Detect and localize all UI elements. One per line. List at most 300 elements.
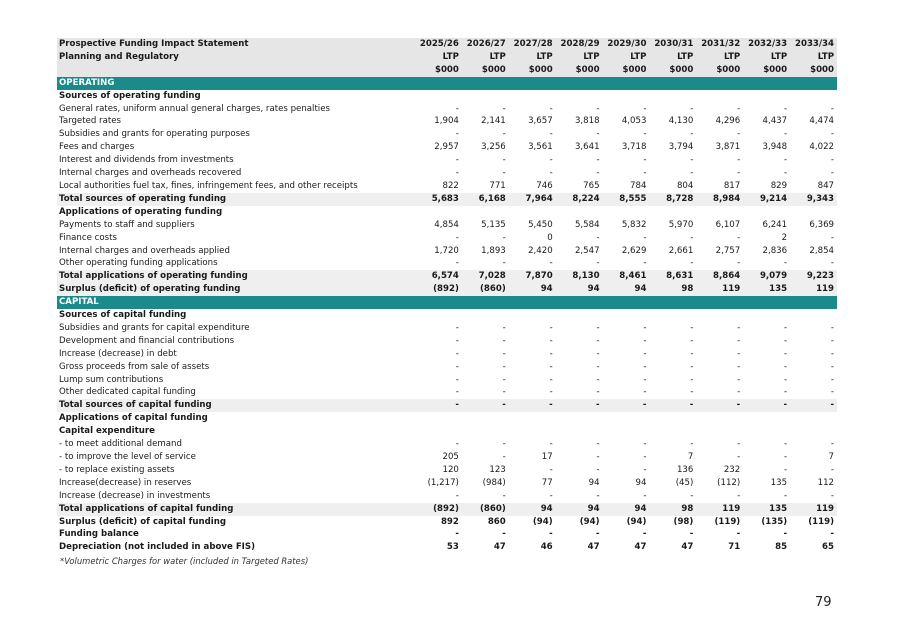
value-cell: - — [502, 348, 506, 359]
value-cell: - — [643, 387, 647, 398]
value-cell: - — [643, 490, 647, 501]
value-cell: 2,420 — [528, 245, 553, 256]
table-row — [57, 464, 837, 477]
subheading-row — [57, 425, 837, 438]
value-cell: - — [549, 129, 553, 140]
value-cell: - — [784, 322, 788, 333]
value-cell: - — [549, 155, 553, 166]
value-cell: 1,893 — [481, 245, 506, 256]
value-cell: - — [502, 155, 506, 166]
value-cell: 765 — [583, 180, 600, 191]
value-cell — [415, 296, 462, 309]
value-cell: 7 — [828, 452, 835, 462]
value-cell: - — [737, 490, 741, 501]
value-cell: - — [737, 452, 741, 462]
year-header: 2032/33 — [743, 38, 790, 51]
value-cell: 771 — [489, 180, 506, 191]
unit-header: $000 — [743, 64, 790, 77]
subheading-row — [57, 309, 837, 322]
header-row-years — [57, 38, 837, 51]
year-header: 2026/27 — [462, 38, 509, 51]
plan-header: LTP — [509, 51, 556, 64]
row-label: Funding balance — [59, 529, 139, 540]
value-cell: - — [830, 322, 835, 333]
value-cell: - — [690, 490, 694, 501]
value-cell: 7,028 — [462, 270, 509, 283]
value-cell: 85 — [775, 542, 788, 553]
value-cell: 135 — [743, 503, 790, 516]
row-label: Fees and charges — [59, 142, 135, 153]
value-cell: (94) — [532, 516, 553, 527]
value-cell: 8,984 — [696, 193, 743, 206]
value-cell: - — [596, 387, 600, 398]
value-cell — [509, 425, 556, 438]
value-cell: - — [690, 361, 694, 372]
value-cell: 6,107 — [715, 219, 741, 230]
value-cell: - — [784, 103, 788, 114]
value-cell: - — [784, 155, 788, 166]
value-cell: 123 — [489, 464, 506, 475]
table-row — [57, 180, 837, 193]
value-cell: 9,079 — [743, 270, 790, 283]
table-row — [57, 348, 837, 361]
value-cell: - — [549, 335, 553, 346]
value-cell: - — [549, 374, 553, 385]
year-header: 2029/30 — [603, 38, 650, 51]
value-cell: 0 — [547, 232, 553, 243]
value-cell: - — [736, 529, 741, 540]
value-cell: - — [455, 103, 459, 114]
value-cell: - — [502, 374, 506, 385]
value-cell: 3,871 — [715, 142, 741, 153]
value-cell: 120 — [442, 464, 459, 475]
value-cell: 9,343 — [790, 193, 837, 206]
value-cell: - — [784, 129, 788, 140]
value-cell: - — [784, 439, 788, 450]
value-cell — [415, 425, 462, 438]
value-cell — [509, 206, 556, 219]
value-cell: - — [502, 361, 506, 372]
value-cell: - — [830, 348, 835, 359]
value-cell: - — [502, 129, 506, 140]
value-cell: - — [596, 361, 600, 372]
value-cell: 2,836 — [762, 245, 788, 256]
value-cell: 65 — [822, 542, 835, 553]
value-cell — [603, 90, 650, 103]
value-cell — [556, 77, 603, 90]
value-cell: 94 — [556, 283, 603, 296]
value-cell: 6,241 — [762, 219, 788, 230]
value-cell: 47 — [493, 542, 506, 553]
subheading-row — [57, 412, 837, 425]
subheading-row — [57, 516, 837, 529]
value-cell: - — [690, 129, 694, 140]
value-cell: (892) — [415, 503, 462, 516]
value-cell — [462, 309, 509, 322]
value-cell: - — [502, 103, 506, 114]
table-row — [57, 438, 837, 451]
value-cell: - — [455, 168, 459, 179]
value-cell: 119 — [790, 503, 837, 516]
value-cell: - — [549, 387, 553, 398]
row-label: Other dedicated capital funding — [59, 387, 196, 398]
value-cell: - — [549, 348, 553, 359]
table-row — [57, 219, 837, 232]
value-cell: 4,854 — [434, 219, 459, 230]
value-cell: - — [790, 399, 837, 412]
plan-header: LTP — [603, 51, 650, 64]
value-cell: - — [455, 155, 459, 166]
value-cell: 98 — [649, 283, 696, 296]
value-cell: 9,214 — [743, 193, 790, 206]
value-cell — [556, 425, 603, 438]
value-cell: - — [737, 361, 741, 372]
row-label: Internal charges and overheads recovered — [59, 168, 242, 179]
value-cell: - — [643, 155, 647, 166]
value-cell: - — [830, 168, 835, 179]
value-cell: - — [455, 490, 459, 501]
value-cell: 746 — [536, 180, 553, 191]
value-cell: 2,757 — [715, 245, 741, 256]
value-cell: - — [690, 232, 694, 243]
plan-header: LTP — [743, 51, 790, 64]
value-cell: - — [690, 103, 694, 114]
value-cell — [509, 90, 556, 103]
value-cell: - — [455, 374, 459, 385]
unit-header: $000 — [603, 64, 650, 77]
value-cell: - — [509, 399, 556, 412]
value-cell — [509, 77, 556, 90]
value-cell: - — [643, 232, 647, 243]
value-cell — [790, 309, 837, 322]
subheading-row — [57, 90, 837, 103]
subheading-row — [57, 541, 837, 554]
value-cell: 8,864 — [696, 270, 743, 283]
value-cell: - — [502, 322, 506, 333]
value-cell: 7 — [687, 452, 694, 462]
value-cell: - — [737, 439, 741, 450]
value-cell: - — [455, 529, 459, 540]
value-cell: 135 — [743, 283, 790, 296]
value-cell — [743, 412, 790, 425]
year-header: 2033/34 — [790, 38, 837, 51]
value-cell: 5,832 — [621, 219, 647, 230]
value-cell — [462, 296, 509, 309]
value-cell: - — [643, 348, 647, 359]
value-cell — [790, 425, 837, 438]
value-cell: - — [549, 322, 553, 333]
value-cell: - — [830, 490, 835, 501]
value-cell — [556, 206, 603, 219]
value-cell: - — [549, 439, 553, 450]
total-row — [57, 270, 837, 283]
value-cell: - — [737, 232, 741, 243]
value-cell: - — [643, 129, 647, 140]
plan-header: LTP — [790, 51, 837, 64]
value-cell — [603, 425, 650, 438]
value-cell — [696, 296, 743, 309]
value-cell: 860 — [487, 516, 506, 527]
table-row — [57, 490, 837, 503]
value-cell — [603, 412, 650, 425]
value-cell: - — [642, 529, 647, 540]
value-cell: 94 — [588, 477, 600, 488]
value-cell: - — [690, 335, 694, 346]
value-cell: - — [830, 232, 835, 243]
value-cell: 136 — [676, 464, 694, 475]
value-cell: - — [830, 464, 835, 475]
value-cell: - — [784, 348, 788, 359]
value-cell: - — [596, 322, 600, 333]
value-cell: 6,369 — [809, 219, 835, 230]
value-cell: 119 — [696, 283, 743, 296]
value-cell: 4,130 — [668, 116, 694, 127]
row-label: Increase (decrease) in debt — [59, 348, 177, 359]
value-cell: 135 — [770, 477, 788, 488]
value-cell: (860) — [462, 503, 509, 516]
value-cell: - — [737, 387, 741, 398]
value-cell: 2,957 — [434, 142, 459, 153]
value-cell: - — [784, 452, 788, 462]
value-cell: 112 — [817, 477, 835, 488]
value-cell — [743, 206, 790, 219]
table-row — [57, 232, 837, 245]
value-cell: 77 — [541, 477, 553, 488]
value-cell: - — [737, 155, 741, 166]
row-label: Finance costs — [59, 232, 117, 243]
value-cell: 9,223 — [790, 270, 837, 283]
row-label: General rates, uniform annual general charges, rates penalties — [59, 103, 330, 114]
value-cell: - — [690, 258, 694, 269]
year-header: 2031/32 — [696, 38, 743, 51]
table-body — [57, 38, 837, 554]
value-cell: 2,547 — [574, 245, 600, 256]
header-blank-cell — [57, 64, 415, 77]
value-cell: - — [596, 452, 600, 462]
value-cell: - — [502, 452, 506, 462]
value-cell: 4,053 — [621, 116, 647, 127]
value-cell: 8,555 — [603, 193, 650, 206]
value-cell: - — [502, 490, 506, 501]
value-cell: 7,870 — [509, 270, 556, 283]
value-cell — [462, 206, 509, 219]
value-cell: 1,720 — [434, 245, 459, 256]
unit-header: $000 — [696, 64, 743, 77]
value-cell: - — [696, 399, 743, 412]
value-cell — [556, 90, 603, 103]
value-cell: - — [784, 335, 788, 346]
value-cell: 5,683 — [415, 193, 462, 206]
value-cell: (892) — [415, 283, 462, 296]
value-cell: - — [737, 322, 741, 333]
value-cell: 8,130 — [556, 270, 603, 283]
value-cell: (860) — [462, 283, 509, 296]
value-cell — [743, 296, 790, 309]
value-cell: 71 — [728, 542, 741, 553]
value-cell: - — [690, 374, 694, 385]
footnote: *Volumetric Charges for water (included in Targeted Rates) — [60, 556, 309, 566]
value-cell — [415, 90, 462, 103]
value-cell — [415, 206, 462, 219]
value-cell: - — [743, 399, 790, 412]
value-cell: (1,217) — [427, 477, 459, 488]
row-label: Internal charges and overheads applied — [59, 245, 230, 256]
value-cell — [790, 77, 837, 90]
plan-header: LTP — [649, 51, 696, 64]
value-cell: - — [596, 103, 600, 114]
row-label: CAPITAL — [57, 296, 415, 309]
value-cell: - — [415, 399, 462, 412]
value-cell: - — [784, 361, 788, 372]
value-cell: - — [830, 439, 835, 450]
value-cell: 17 — [541, 452, 553, 462]
table-row — [57, 128, 837, 141]
row-label: Surplus (deficit) of operating funding — [57, 283, 415, 296]
table-row — [57, 477, 837, 490]
value-cell: 4,474 — [809, 116, 835, 127]
row-label: Total sources of capital funding — [57, 399, 415, 412]
value-cell: - — [690, 348, 694, 359]
value-cell: 3,794 — [668, 142, 694, 153]
value-cell: - — [690, 439, 694, 450]
total-row — [57, 399, 837, 412]
row-label: Sources of operating funding — [59, 90, 201, 101]
header-row-unit — [57, 64, 837, 77]
value-cell: - — [830, 529, 835, 540]
value-cell: - — [549, 464, 553, 475]
value-cell: - — [502, 232, 506, 243]
value-cell — [696, 77, 743, 90]
value-cell: 46 — [540, 542, 553, 553]
row-label: Interest and dividends from investments — [59, 155, 234, 166]
table-row — [57, 451, 837, 464]
value-cell — [415, 309, 462, 322]
value-cell: 822 — [442, 180, 459, 191]
value-cell: - — [502, 258, 506, 269]
value-cell: - — [830, 103, 835, 114]
value-cell: - — [502, 387, 506, 398]
value-cell: 94 — [556, 503, 603, 516]
value-cell: - — [784, 387, 788, 398]
row-label: - to replace existing assets — [59, 464, 175, 475]
value-cell: - — [830, 335, 835, 346]
value-cell: - — [549, 361, 553, 372]
page-number: 79 — [815, 595, 832, 610]
value-cell — [649, 90, 696, 103]
value-cell: - — [784, 374, 788, 385]
value-cell: - — [596, 232, 600, 243]
value-cell: 94 — [635, 477, 647, 488]
row-label: Development and financial contributions — [59, 335, 235, 346]
value-cell: - — [689, 529, 694, 540]
plan-header: LTP — [696, 51, 743, 64]
value-cell: - — [737, 374, 741, 385]
value-cell: 804 — [676, 180, 694, 191]
value-cell — [790, 206, 837, 219]
value-cell: 94 — [603, 503, 650, 516]
value-cell: (45) — [675, 477, 694, 488]
value-cell — [696, 309, 743, 322]
value-cell: - — [830, 361, 835, 372]
value-cell: (135) — [761, 516, 788, 527]
value-cell — [743, 309, 790, 322]
value-cell: - — [830, 129, 835, 140]
value-cell: 6,574 — [415, 270, 462, 283]
value-cell: (119) — [808, 516, 835, 527]
value-cell — [462, 412, 509, 425]
unit-header: $000 — [649, 64, 696, 77]
value-cell: - — [455, 439, 459, 450]
statement-title: Prospective Funding Impact Statement — [57, 38, 415, 51]
value-cell — [743, 90, 790, 103]
table-row — [57, 245, 837, 258]
value-cell — [556, 296, 603, 309]
value-cell: 47 — [634, 542, 647, 553]
value-cell: 6,168 — [462, 193, 509, 206]
value-cell: - — [549, 258, 553, 269]
section-header-row — [57, 296, 837, 309]
value-cell: - — [784, 490, 788, 501]
value-cell: - — [455, 258, 459, 269]
value-cell: - — [549, 529, 553, 540]
value-cell — [743, 77, 790, 90]
total-row — [57, 503, 837, 516]
value-cell: 4,022 — [809, 142, 835, 153]
value-cell: - — [643, 258, 647, 269]
value-cell: - — [502, 335, 506, 346]
plan-header: LTP — [462, 51, 509, 64]
value-cell: - — [502, 529, 506, 540]
row-label: - to improve the level of service — [59, 452, 196, 462]
value-cell: 119 — [790, 283, 837, 296]
value-cell — [603, 296, 650, 309]
value-cell — [790, 412, 837, 425]
value-cell: - — [830, 374, 835, 385]
row-label: Total applications of capital funding — [57, 503, 415, 516]
unit-header: $000 — [462, 64, 509, 77]
value-cell: - — [596, 155, 600, 166]
value-cell: - — [643, 322, 647, 333]
table-row — [57, 335, 837, 348]
value-cell: 205 — [442, 452, 459, 462]
value-cell: 2,141 — [481, 116, 506, 127]
value-cell: 98 — [649, 503, 696, 516]
value-cell — [509, 412, 556, 425]
header-row-plan — [57, 51, 837, 64]
section-header-row — [57, 77, 837, 90]
value-cell: 8,224 — [556, 193, 603, 206]
value-cell: 3,641 — [574, 142, 600, 153]
value-cell: 47 — [587, 542, 600, 553]
value-cell: - — [784, 464, 788, 475]
value-cell: - — [737, 168, 741, 179]
value-cell: - — [596, 348, 600, 359]
row-label: Total sources of operating funding — [57, 193, 415, 206]
value-cell — [649, 296, 696, 309]
value-cell — [649, 425, 696, 438]
table-row — [57, 167, 837, 180]
total-row — [57, 193, 837, 206]
value-cell — [790, 90, 837, 103]
table-row — [57, 115, 837, 128]
value-cell: - — [455, 335, 459, 346]
value-cell: 2,629 — [621, 245, 647, 256]
unit-header: $000 — [556, 64, 603, 77]
row-label: Subsidies and grants for operating purposes — [59, 129, 250, 140]
value-cell — [462, 90, 509, 103]
table-row — [57, 374, 837, 387]
value-cell: 3,718 — [621, 142, 647, 153]
